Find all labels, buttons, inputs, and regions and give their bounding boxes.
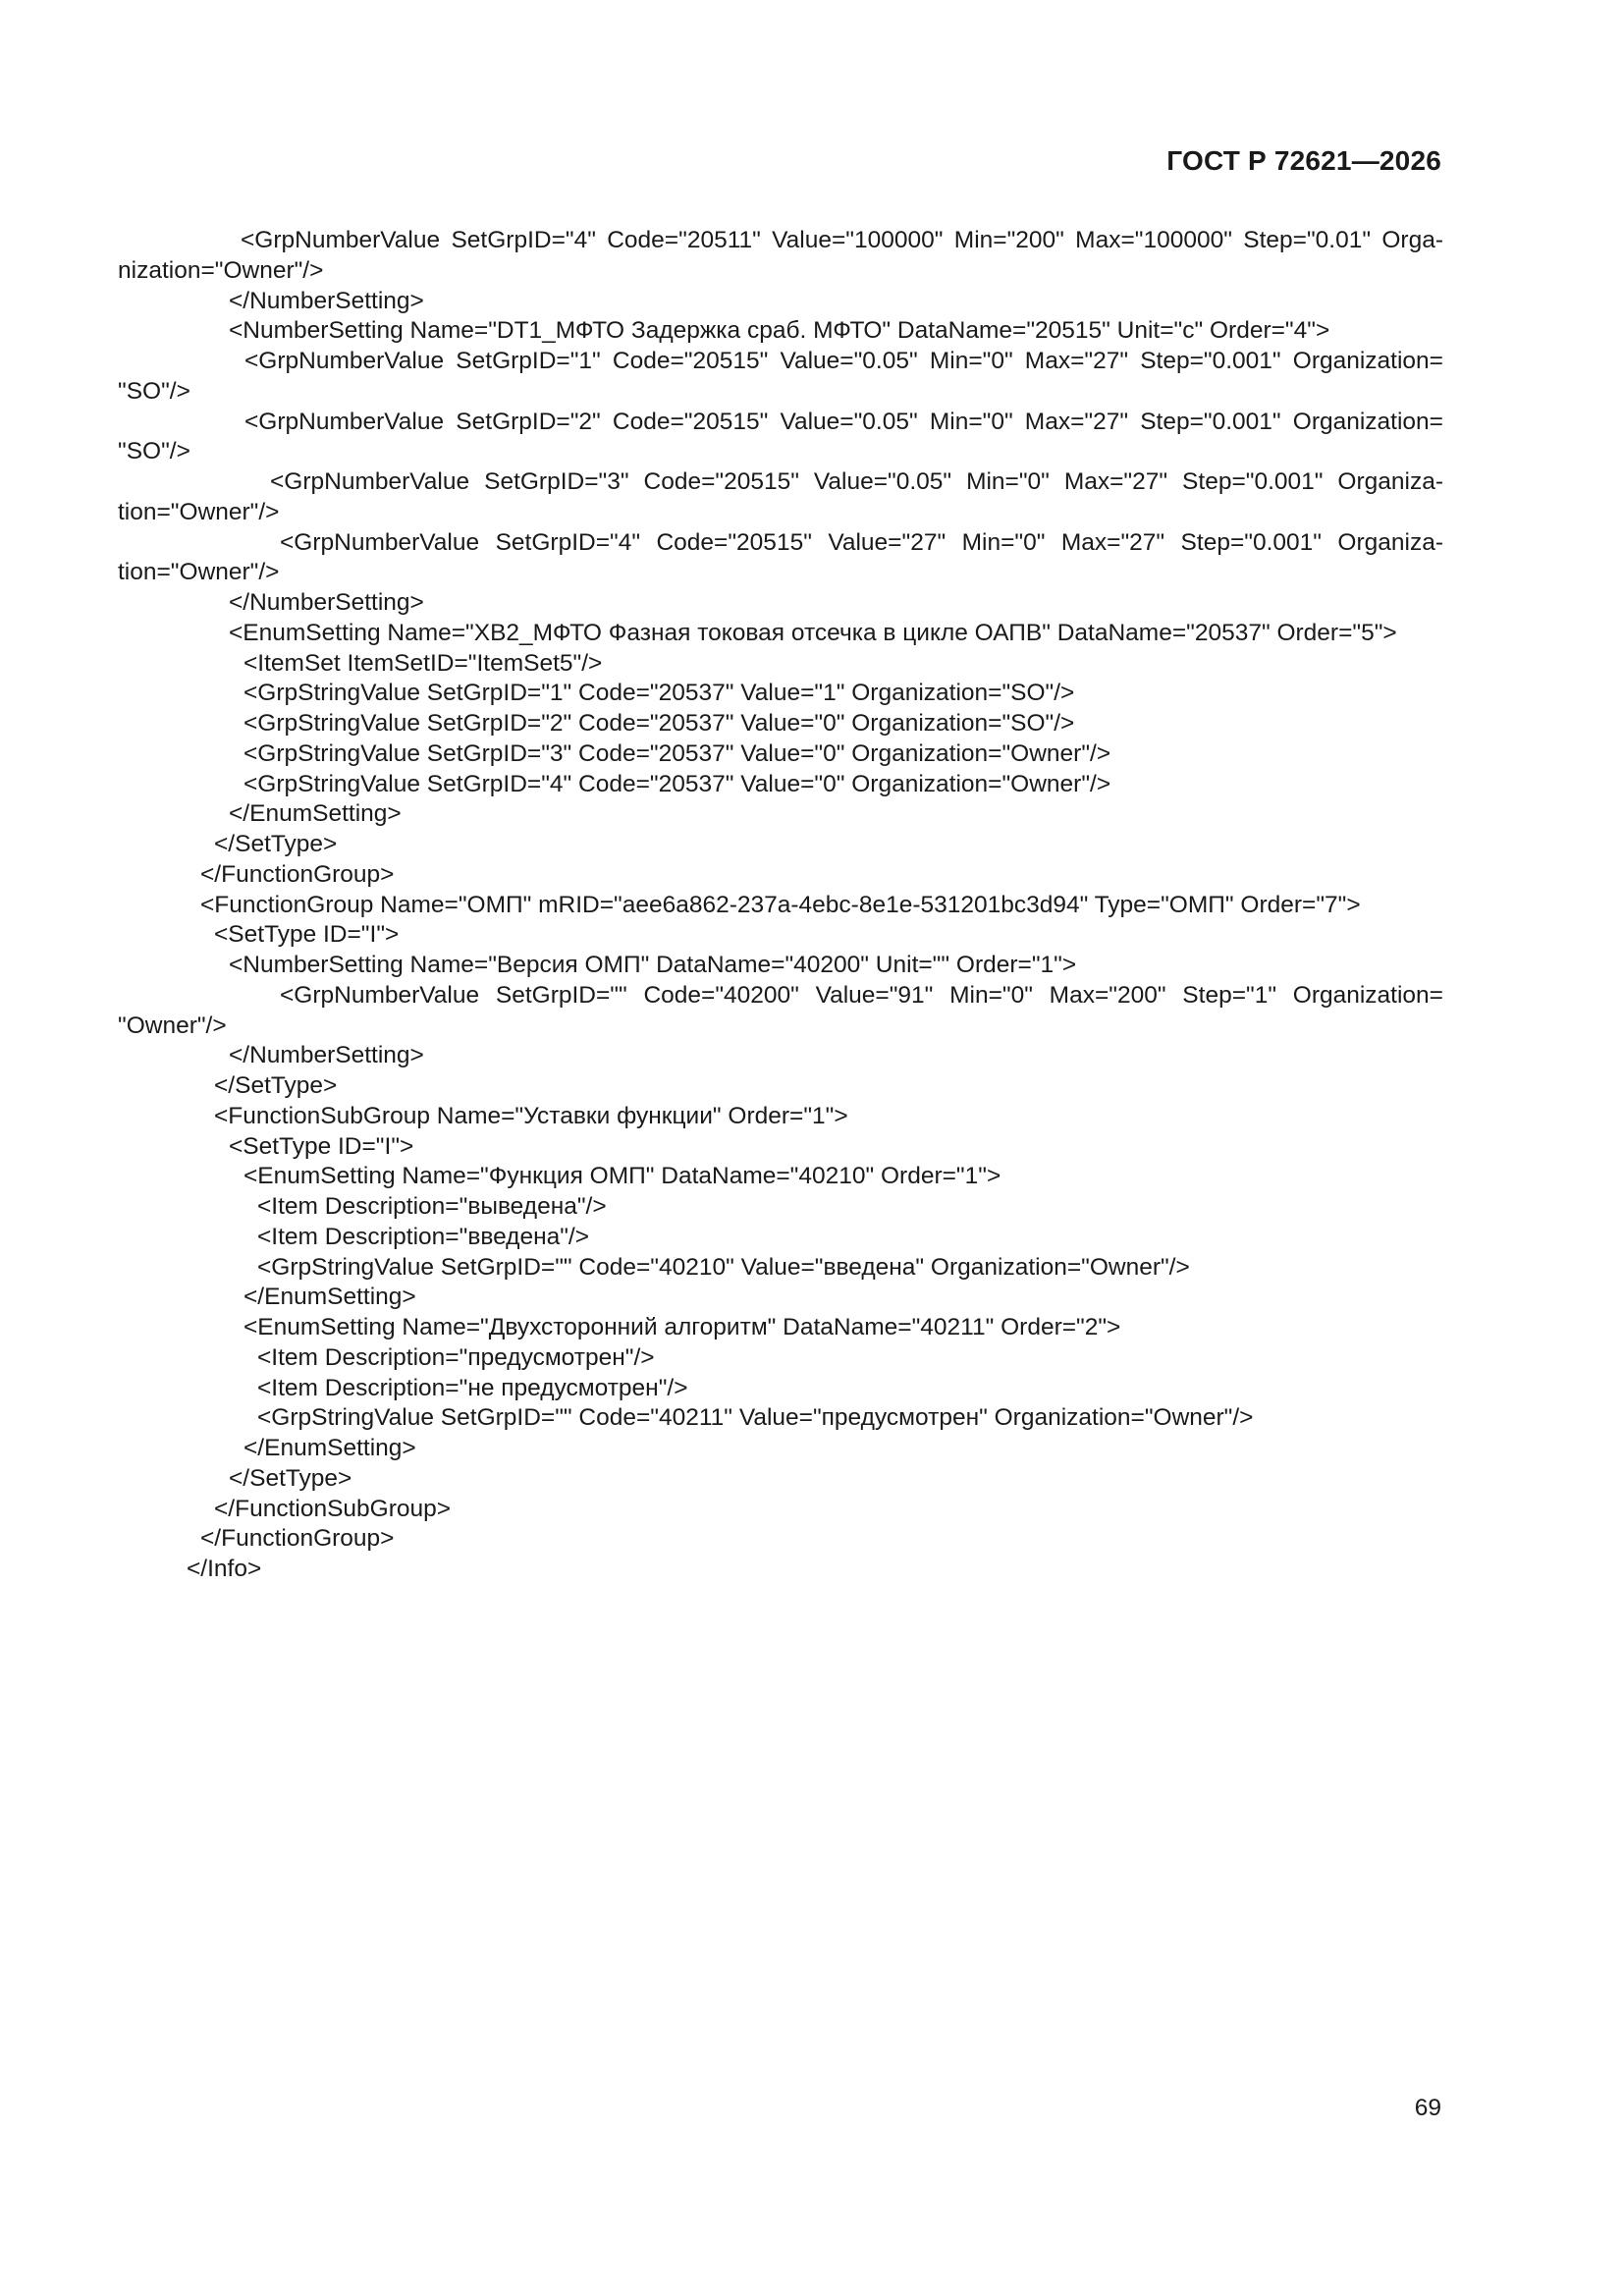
- code-line: </SetType>: [214, 831, 338, 857]
- code-line: </EnumSetting>: [243, 1284, 416, 1311]
- code-line: <GrpStringValue SetGrpID="2" Code="20537" Value="0" Organization="SO"/>: [243, 710, 1075, 737]
- document-header: ГОСТ Р 72621—2026: [1166, 145, 1441, 176]
- code-line: <FunctionGroup Name="ОМП" mRID="aee6a862-237a-4ebc-8e1e-531201bc3d94" Type="ОМП" Order="7">: [200, 891, 1361, 918]
- code-line: <GrpStringValue SetGrpID="" Code="40210" Value="введена" Organization="Owner"/>: [257, 1253, 1190, 1281]
- code-line: <Item Description="не предусмотрен"/>: [257, 1374, 688, 1401]
- code-line: <FunctionSubGroup Name="Уставки функции" Order="1">: [214, 1102, 848, 1129]
- code-line: <GrpNumberValue SetGrpID="1" Code="20515" Value="0.05" Min="0" Max="27" Step="0.001" Organization=: [244, 348, 1443, 374]
- code-line: </Info>: [187, 1556, 262, 1582]
- code-line: <SetType ID="I">: [214, 921, 400, 949]
- code-line: <GrpNumberValue SetGrpID="" Code="40200" Value="91" Min="0" Max="200" Step="1" Organization=: [280, 981, 1443, 1009]
- code-line: <NumberSetting Name="Версия ОМП" DataName="40200" Unit="" Order="1">: [229, 952, 1077, 978]
- code-line: "SO"/>: [118, 438, 190, 465]
- code-line: </EnumSetting>: [243, 1435, 416, 1461]
- code-line: nization="Owner"/>: [118, 256, 324, 284]
- page-number: 69: [1414, 2095, 1441, 2121]
- code-line: <EnumSetting Name="XB2_МФТО Фазная токовая отсечка в цикле ОАПВ" DataName="20537" Order="5">: [229, 619, 1397, 646]
- code-line: <SetType ID="I">: [229, 1132, 414, 1160]
- code-line: <GrpNumberValue SetGrpID="4" Code="20515" Value="27" Min="0" Max="27" Step="0.001" Organiza-: [280, 528, 1443, 556]
- code-line: </SetType>: [214, 1072, 338, 1099]
- code-line: <GrpStringValue SetGrpID="3" Code="20537" Value="0" Organization="Owner"/>: [243, 739, 1111, 767]
- code-line: tion="Owner"/>: [118, 559, 280, 586]
- code-line: </NumberSetting>: [229, 1042, 424, 1069]
- code-line: <GrpStringValue SetGrpID="" Code="40211" Value="предусмотрен" Organization="Owner"/>: [257, 1404, 1254, 1432]
- code-line: "Owner"/>: [118, 1011, 227, 1039]
- code-line: <ItemSet ItemSetID="ItemSet5"/>: [243, 649, 603, 677]
- code-line: </EnumSetting>: [229, 800, 402, 828]
- code-line: <GrpStringValue SetGrpID="1" Code="20537" Value="1" Organization="SO"/>: [243, 680, 1075, 707]
- code-line: </SetType>: [229, 1464, 352, 1492]
- code-line: "SO"/>: [118, 377, 190, 405]
- code-line: <GrpStringValue SetGrpID="4" Code="20537" Value="0" Organization="Owner"/>: [243, 770, 1111, 797]
- code-line: </NumberSetting>: [229, 589, 424, 616]
- code-line: </NumberSetting>: [229, 287, 424, 314]
- xml-listing: [118, 226, 1443, 1585]
- code-line: <EnumSetting Name="Двухсторонний алгоритм" DataName="40211" Order="2">: [243, 1314, 1121, 1340]
- code-line: <GrpNumberValue SetGrpID="3" Code="20515" Value="0.05" Min="0" Max="27" Step="0.001" Organiza-: [270, 468, 1443, 495]
- code-line: <EnumSetting Name="Функция ОМП" DataName="40210" Order="1">: [243, 1163, 1001, 1190]
- code-line: <Item Description="выведена"/>: [257, 1193, 607, 1220]
- code-line: </FunctionSubGroup>: [214, 1495, 452, 1522]
- code-line: <Item Description="введена"/>: [257, 1223, 590, 1250]
- code-line: </FunctionGroup>: [200, 860, 395, 888]
- code-line: <GrpNumberValue SetGrpID="4" Code="20511" Value="100000" Min="200" Max="100000" Step="0.01" Orga-: [241, 227, 1443, 253]
- code-line: <NumberSetting Name="DT1_МФТО Задержка сраб. МФТО" DataName="20515" Unit="c" Order="4">: [229, 317, 1330, 345]
- code-line: </FunctionGroup>: [200, 1525, 395, 1553]
- code-line: tion="Owner"/>: [118, 498, 280, 525]
- code-line: <GrpNumberValue SetGrpID="2" Code="20515" Value="0.05" Min="0" Max="27" Step="0.001" Organization=: [244, 408, 1443, 435]
- code-line: <Item Description="предусмотрен"/>: [257, 1343, 655, 1371]
